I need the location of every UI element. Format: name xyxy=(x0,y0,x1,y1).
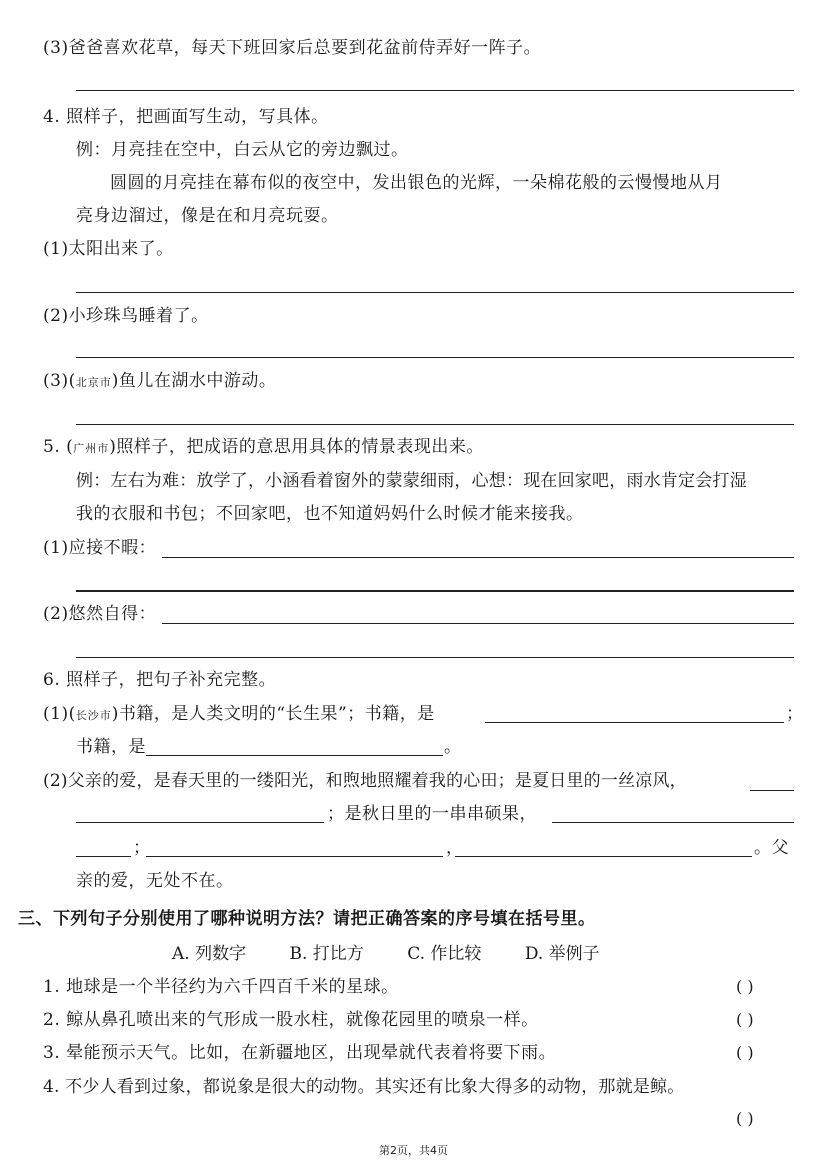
q5-item-2: (2)悠然自得： xyxy=(43,604,157,624)
answer-line[interactable] xyxy=(146,856,443,857)
answer-line[interactable] xyxy=(76,657,794,658)
answer-line[interactable] xyxy=(552,822,794,823)
options-row xyxy=(172,943,638,965)
answer-line[interactable] xyxy=(76,822,324,823)
q6-title: 6. 照样子，把句子补充完整。 xyxy=(43,670,277,690)
q6-item-1-end: 。 xyxy=(444,737,462,757)
q6-item-2-semicolon: ； xyxy=(133,838,151,858)
q6-item-2-end: 。父 xyxy=(754,838,789,858)
region-tag: 北京市 xyxy=(75,376,112,389)
q6-item-1-line-2: 书籍，是 xyxy=(76,737,146,757)
option-c: C. 作比较 xyxy=(407,944,482,964)
s3-item-2: 2. 鲸从鼻孔喷出来的气形成一股水柱，就像花园里的喷泉一样。 xyxy=(43,1010,539,1030)
q6-item-2-line-4: 亲的爱，无处不在。 xyxy=(76,871,234,891)
answer-line[interactable] xyxy=(76,856,131,857)
answer-line[interactable] xyxy=(485,722,784,723)
q4-example-line-2: 亮身边溜过，像是在和月亮玩耍。 xyxy=(76,206,339,226)
answer-paren[interactable]: ( ) xyxy=(736,1109,754,1128)
q3-item-3: (3)爸爸喜欢花草，每天下班回家后总要到花盆前侍弄好一阵子。 xyxy=(43,38,542,58)
q4-item-2: (2)小珍珠鸟睡着了。 xyxy=(43,306,209,326)
answer-line[interactable] xyxy=(750,790,794,791)
q5-title: 5. (广州市)照样子，把成语的意思用具体的情景表现出来。 xyxy=(43,437,484,457)
q4-title: 4. 照样子，把画面写生动，写具体。 xyxy=(43,107,329,127)
answer-line[interactable] xyxy=(76,590,794,592)
q6-item-1-semicolon: ； xyxy=(786,704,804,724)
answer-line[interactable] xyxy=(76,424,794,425)
q6-item-2-line-2: ；是秋日里的一串串硕果， xyxy=(327,804,537,824)
q5-example-line-2: 我的衣服和书包；不回家吧，也不知道妈妈什么时候才能来接我。 xyxy=(76,504,584,524)
answer-line[interactable] xyxy=(76,90,794,91)
option-a: A. 列数字 xyxy=(172,944,247,964)
q5-example-line-1: 例：左右为难：放学了，小涵看着窗外的蒙蒙细雨，心想：现在回家吧，雨水肯定会打湿 xyxy=(76,471,747,491)
s3-item-4: 4. 不少人看到过象，都说象是很大的动物。其实还有比象大得多的动物，那就是鲸。 xyxy=(43,1077,685,1097)
q6-item-1: (1)(长沙市)书籍，是人类文明的“长生果”；书籍，是 xyxy=(43,704,435,724)
answer-line[interactable] xyxy=(146,755,443,756)
s3-item-1: 1. 地球是一个半径约为六千四百千米的星球。 xyxy=(43,977,399,997)
q4-item-3: (3)(北京市)鱼儿在湖水中游动。 xyxy=(43,371,277,391)
answer-paren[interactable]: ( ) xyxy=(736,1043,754,1062)
region-tag: 长沙市 xyxy=(75,709,112,722)
option-d: D. 举例子 xyxy=(524,944,600,964)
answer-line[interactable] xyxy=(455,856,752,857)
answer-line[interactable] xyxy=(76,357,794,358)
answer-line[interactable] xyxy=(162,623,794,624)
page-footer: 第2页，共4页 xyxy=(379,1144,448,1157)
q5-item-1: (1)应接不暇： xyxy=(43,538,157,558)
section-3-title: 三、下列句子分别使用了哪种说明方法？请把正确答案的序号填在括号里。 xyxy=(18,909,596,929)
region-tag: 广州市 xyxy=(73,442,110,455)
answer-line[interactable] xyxy=(162,557,794,558)
s3-item-3: 3. 晕能预示天气。比如，在新疆地区，出现晕就代表着将要下雨。 xyxy=(43,1043,557,1063)
q4-item-1: (1)太阳出来了。 xyxy=(43,239,174,259)
answer-paren[interactable]: ( ) xyxy=(736,1010,754,1029)
q6-item-2-line-1: (2)父亲的爱，是春天里的一缕阳光，和煦地照耀着我的心田；是夏日里的一丝凉风， xyxy=(43,771,687,791)
q6-item-2-comma: ， xyxy=(446,838,464,858)
option-b: B. 打比方 xyxy=(289,944,364,964)
q4-example: 例：月亮挂在空中，白云从它的旁边飘过。 xyxy=(76,140,409,160)
q4-example-line-1: 圆圆的月亮挂在幕布似的夜空中，发出银色的光辉，一朵棉花般的云慢慢地从月 xyxy=(110,173,723,193)
answer-paren[interactable]: ( ) xyxy=(736,977,754,996)
answer-line[interactable] xyxy=(76,292,794,293)
